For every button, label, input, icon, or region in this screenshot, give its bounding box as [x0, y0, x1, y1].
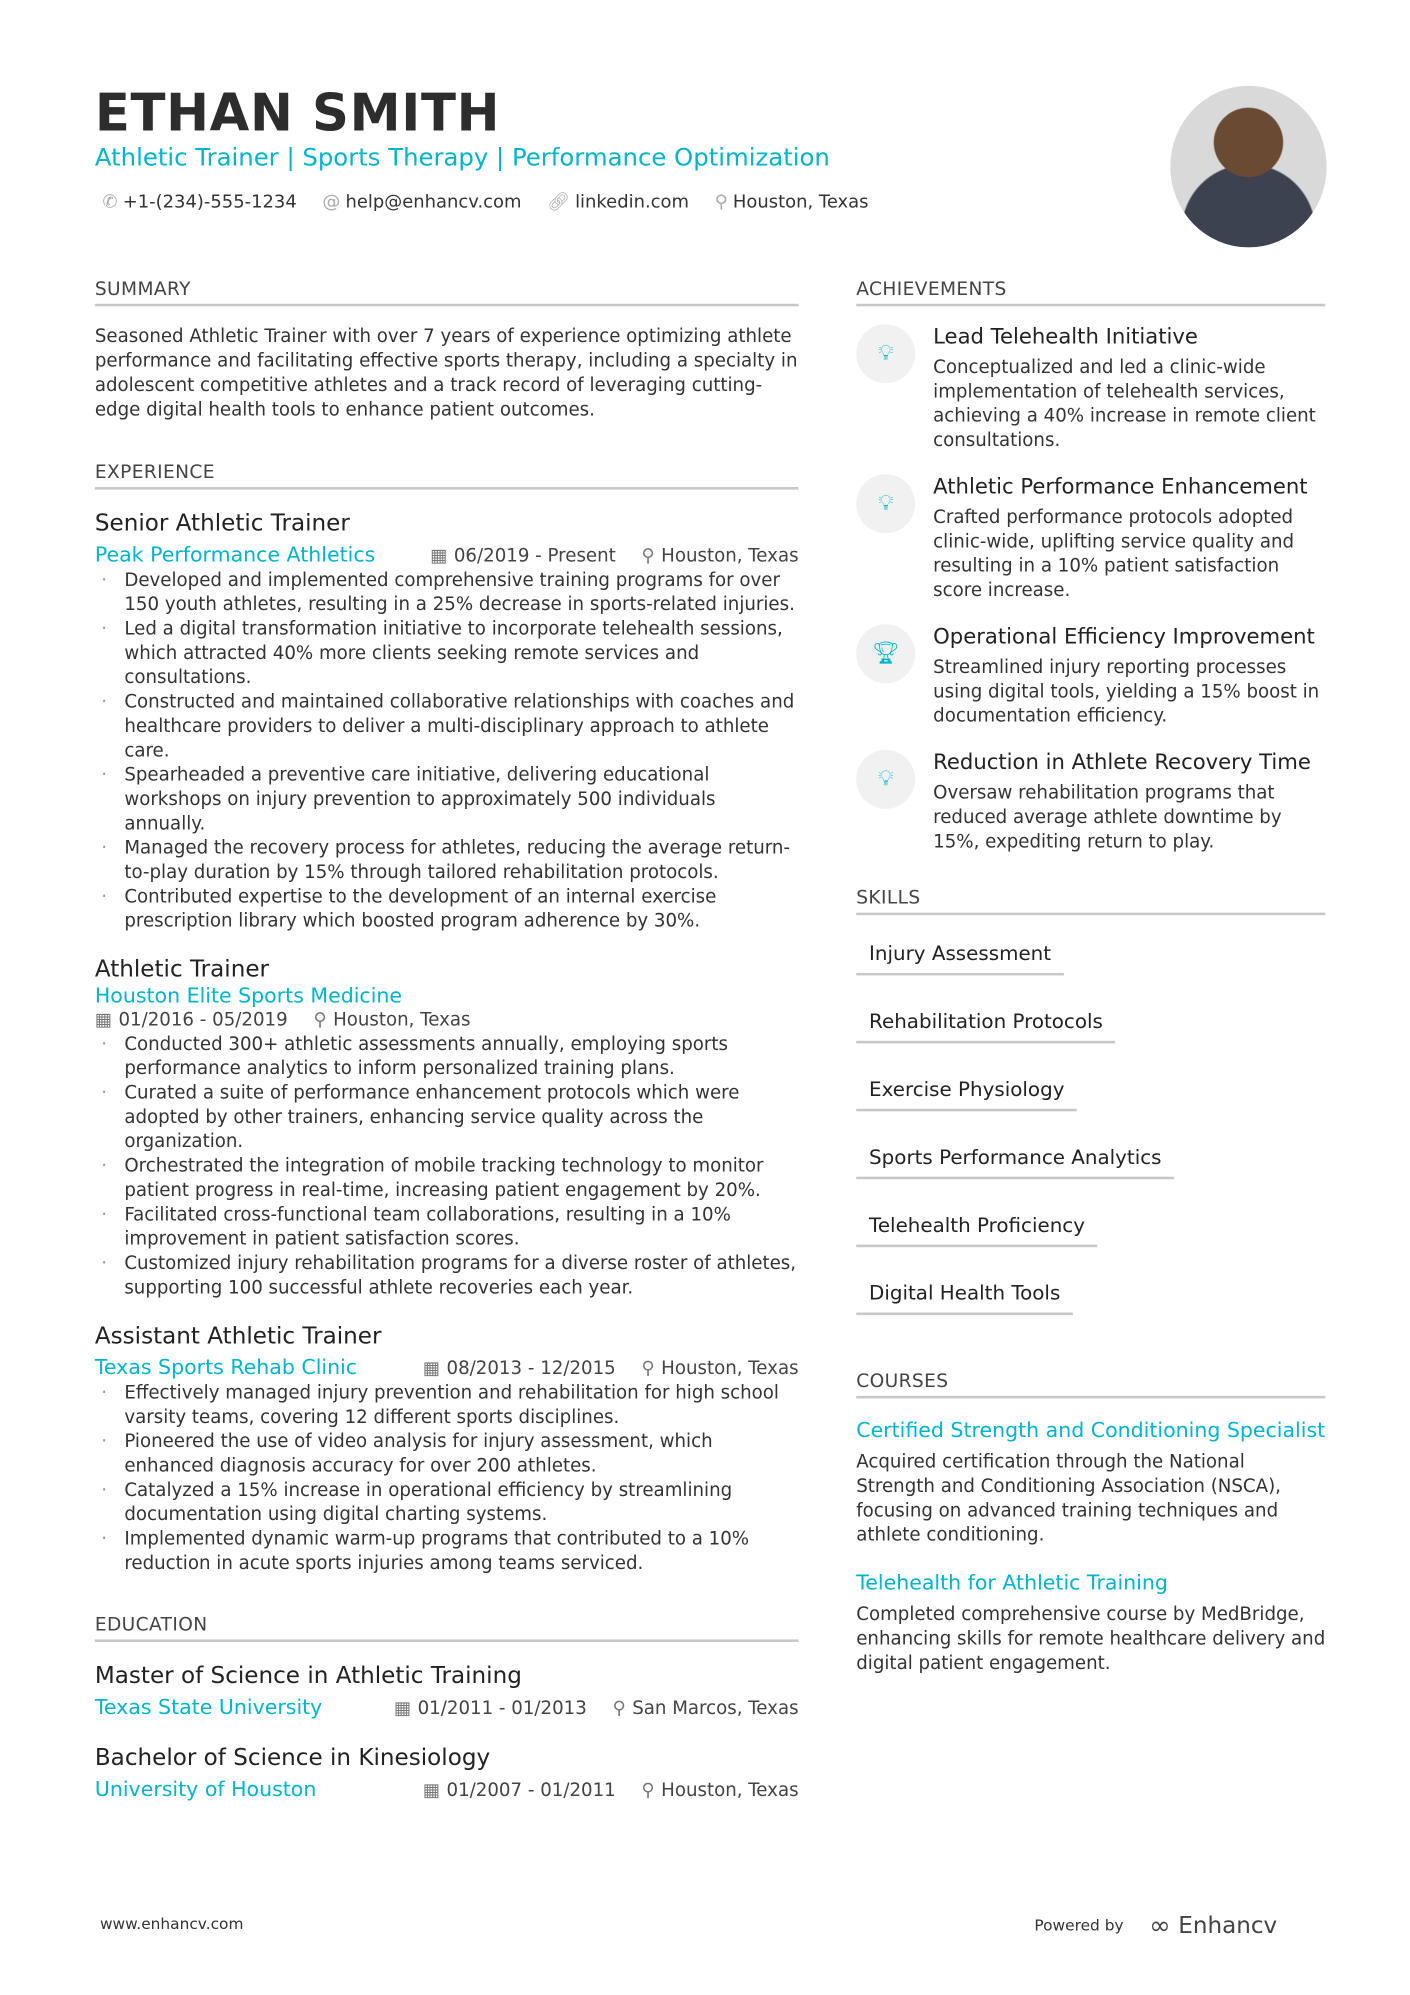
job-meta: [423, 1359, 799, 1380]
job-title: Athletic Trainer: [94, 956, 270, 984]
achievements-heading: ACHIEVEMENTS: [856, 279, 1325, 306]
skill-row: [856, 1213, 1325, 1268]
school-row: [95, 1695, 799, 1719]
school-name: University of Houston: [94, 1776, 317, 1801]
job-location: Houston, Texas: [333, 1010, 471, 1031]
job-bullets: [95, 1382, 799, 1577]
bullet-item: · Managed the recovery process for athletes, reducing the average return-to-play duration by 15% through tailored rehabilitation protocols.: [95, 837, 799, 886]
location-icon: ⚲: [714, 192, 728, 213]
education-location: San Marcos, Texas: [632, 1698, 799, 1719]
job-entry: [95, 956, 799, 1301]
profile-photo: [1170, 86, 1326, 248]
bullet-item: · Facilitated cross-functional team collaborations, resulting in a 10% improvement in patient satisfaction scores.: [95, 1204, 799, 1253]
job-dates-wrap: [423, 1359, 616, 1380]
course-item: [856, 1416, 1325, 1548]
calendar-icon: ▦: [94, 1010, 113, 1031]
achievement-item: [856, 474, 1325, 603]
company-name: Houston Elite Sports Medicine: [94, 983, 403, 1008]
company-name: Texas Sports Rehab Clinic: [94, 1354, 358, 1380]
bullet-item: · Spearheaded a preventive care initiative, delivering educational workshops on injury prevention to approximately 500 individuals annually.: [95, 764, 799, 837]
bullet-item: · Constructed and maintained collaborative relationships with coaches and healthcare providers to deliver a multi-disciplinary approach to athlete care.: [95, 691, 799, 764]
candidate-name: ETHAN SMITH: [94, 84, 501, 144]
phone: +1-(234)-555-1234: [122, 192, 297, 213]
job-location: Houston, Texas: [661, 546, 799, 567]
achievement-item: [856, 750, 1325, 855]
skill-tag: Rehabilitation Protocols: [856, 1010, 1115, 1043]
job-title: Senior Athletic Trainer: [94, 510, 350, 538]
job-dates: 06/2019 - Present: [453, 546, 616, 567]
education-list: [95, 1662, 799, 1800]
bullet-item: · Customized injury rehabilitation programs for a diverse roster of athletes, supporting 100 successful athlete recoveries each year.: [95, 1252, 799, 1301]
summary-heading: SUMMARY: [95, 279, 799, 306]
lightbulb-icon: 💡︎: [856, 474, 915, 533]
course-title: Certified Strength and Conditioning Specialist: [856, 1417, 1326, 1443]
education-dates: 01/2011 - 01/2013: [417, 1698, 587, 1719]
job-bullets: [95, 1033, 799, 1301]
calendar-icon: ▦: [394, 1698, 412, 1719]
experience-list: [95, 510, 799, 1576]
bullet-item: · Developed and implemented comprehensive training programs for over 150 youth athletes, resulting in a 25% decrease in sports-related injuries.: [95, 569, 799, 618]
education-dates: 01/2007 - 01/2011: [446, 1780, 616, 1801]
achievement-content: [933, 750, 1325, 855]
phone-icon: ✆: [102, 192, 118, 213]
linkedin[interactable]: linkedin.com: [575, 192, 689, 213]
education-heading: EDUCATION: [95, 1615, 799, 1642]
achievement-content: [933, 324, 1325, 453]
contact-bar: [103, 192, 869, 213]
lightbulb-icon: 💡︎: [856, 324, 915, 383]
bullet-item: · Implemented dynamic warm-up programs that contributed to a 10% reduction in acute sports injuries among teams serviced.: [95, 1528, 799, 1577]
skill-row: [856, 1145, 1325, 1200]
powered-by: Powered by: [1034, 1916, 1124, 1935]
job-location-wrap: [641, 546, 798, 567]
calendar-icon: ▦: [422, 1358, 441, 1380]
location-icon: ⚲: [641, 546, 655, 567]
job-dates-wrap: [95, 1010, 288, 1031]
achievement-title: Reduction in Athlete Recovery Time: [933, 749, 1311, 775]
job-meta: [95, 1010, 799, 1031]
education-location: Houston, Texas: [661, 1780, 799, 1801]
job-entry: [95, 1323, 799, 1577]
company-row: [95, 542, 799, 566]
education-location-wrap: [612, 1698, 798, 1719]
achievements-list: [856, 324, 1325, 855]
skill-tag: Injury Assessment: [856, 942, 1064, 975]
calendar-icon: ▦: [422, 1780, 441, 1801]
achievement-text: Crafted performance protocols adopted clinic-wide, uplifting service quality and resulting in a 10% patient satisfaction score increase.: [933, 507, 1295, 602]
summary-text: Seasoned Athletic Trainer with over 7 years of experience optimizing athlete performance and facilitating effective sports therapy, including a specialty in adolescent competitive athletes and a track record of leveraging cutting-edge digital health tools to enhance patient outcomes.: [94, 326, 798, 421]
job-meta: [430, 546, 798, 567]
location-icon: ⚲: [612, 1698, 626, 1719]
job-dates: 01/2016 - 05/2019: [118, 1010, 288, 1031]
right-column: [856, 279, 1325, 1697]
at-icon: @: [322, 192, 341, 213]
job-location-wrap: [641, 1359, 798, 1380]
bullet-item: · Led a digital transformation initiative to incorporate telehealth sessions, which attracted 40% more clients seeking remote services and consultations.: [95, 618, 799, 691]
achievement-title: Operational Efficiency Improvement: [933, 624, 1315, 649]
skills-list: [856, 941, 1325, 1336]
company-row: [95, 1355, 799, 1379]
skill-tag: Sports Performance Analytics: [856, 1146, 1174, 1179]
candidate-title: Athletic Trainer | Sports Therapy | Performance Optimization: [94, 143, 830, 172]
achievement-text: Oversaw rehabilitation programs that reduced average athlete downtime by 15%, expediting return to play.: [933, 783, 1282, 853]
job-bullets: [95, 569, 799, 934]
link-icon: 🔗︎: [547, 192, 570, 213]
achievement-item: [856, 624, 1325, 729]
bullet-item: · Orchestrated the integration of mobile tracking technology to monitor patient progress in real-time, increasing patient engagement by 20%.: [95, 1155, 799, 1204]
left-column: [95, 279, 799, 1800]
job-dates: 08/2013 - 12/2015: [446, 1358, 616, 1380]
courses-heading: COURSES: [856, 1372, 1325, 1399]
job-location-wrap: [313, 1010, 470, 1031]
achievement-title: Athletic Performance Enhancement: [933, 474, 1308, 499]
education-meta: [394, 1698, 799, 1719]
enhancv-logo-icon: ∞: [1149, 1909, 1171, 1941]
bullet-item: · Catalyzed a 15% increase in operational efficiency by streamlining documentation using digital charting systems.: [95, 1479, 799, 1528]
bullet-item: · Contributed expertise to the development of an internal exercise prescription library which boosted program adherence by 30%.: [95, 886, 799, 935]
location: Houston, Texas: [732, 192, 869, 213]
job-location: Houston, Texas: [661, 1358, 799, 1380]
location-icon: ⚲: [641, 1358, 655, 1380]
bullet-item: · Pioneered the use of video analysis for injury assessment, which enhanced diagnosis accuracy for over 200 athletes.: [95, 1430, 799, 1479]
course-text: Acquired certification through the National Strength and Conditioning Association (NSCA), focusing on advanced training techniques and athlete conditioning.: [856, 1452, 1281, 1546]
bullet-item: · Curated a suite of performance enhancement protocols which were adopted by other trainers, enhancing service quality across the organization.: [95, 1082, 799, 1155]
achievement-item: [856, 324, 1325, 453]
course-text: Completed comprehensive course by MedBridge, enhancing skills for remote healthcare delivery and digital patient engagement.: [856, 1604, 1326, 1675]
education-entry: [95, 1662, 799, 1718]
achievement-text: Streamlined injury reporting processes using digital tools, yielding a 15% boost in documentation efficiency.: [933, 657, 1320, 727]
achievement-title: Lead Telehealth Initiative: [933, 324, 1198, 349]
course-title: Telehealth for Athletic Training: [856, 1570, 1168, 1595]
calendar-icon: ▦: [430, 546, 448, 567]
achievement-text: Conceptualized and led a clinic-wide implementation of telehealth services, achieving a 40% increase in remote client consultations.: [933, 357, 1316, 452]
lightbulb-icon: 💡︎: [856, 750, 915, 809]
course-item: [856, 1569, 1325, 1677]
education-meta: [423, 1780, 799, 1801]
job-title: Assistant Athletic Trainer: [94, 1322, 382, 1350]
skill-tag: Digital Health Tools: [856, 1282, 1073, 1315]
location-icon: ⚲: [313, 1010, 327, 1031]
skill-tag: Telehealth Proficiency: [856, 1214, 1098, 1247]
bullet-item: · Conducted 300+ athletic assessments annually, employing sports performance analytics to inform personalized training plans.: [95, 1033, 799, 1082]
location-icon: ⚲: [641, 1780, 655, 1801]
skill-row: [856, 941, 1325, 996]
bullet-item: · Effectively managed injury prevention and rehabilitation for high school varsity teams, covering 12 different sports disciplines.: [95, 1382, 799, 1431]
skill-tag: Exercise Physiology: [856, 1078, 1077, 1111]
degree: Bachelor of Science in Kinesiology: [94, 1744, 491, 1772]
courses-list: [856, 1416, 1325, 1676]
job-dates-wrap: [430, 546, 616, 567]
footer-website[interactable]: www.enhancv.com: [99, 1915, 244, 1933]
education-location-wrap: [641, 1780, 798, 1801]
skills-heading: SKILLS: [856, 888, 1325, 915]
company-name: Peak Performance Athletics: [94, 542, 376, 567]
achievement-content: [933, 624, 1325, 729]
trophy-icon: 🏆︎: [856, 624, 915, 683]
education-entry: [95, 1745, 799, 1801]
degree: Master of Science in Athletic Training: [94, 1662, 522, 1690]
achievement-content: [933, 474, 1325, 603]
email[interactable]: help@enhancv.com: [345, 192, 522, 213]
brand-name: Enhancv: [1178, 1911, 1278, 1939]
skill-row: [856, 1009, 1325, 1064]
skill-row: [856, 1077, 1325, 1132]
enhancv-logo: [1149, 1910, 1277, 1941]
job-entry: [95, 510, 799, 934]
school-name: Texas State University: [94, 1694, 323, 1719]
school-row: [95, 1777, 799, 1801]
skill-row: [856, 1281, 1325, 1336]
footer-branding: [1034, 1910, 1277, 1941]
experience-heading: EXPERIENCE: [95, 463, 799, 490]
